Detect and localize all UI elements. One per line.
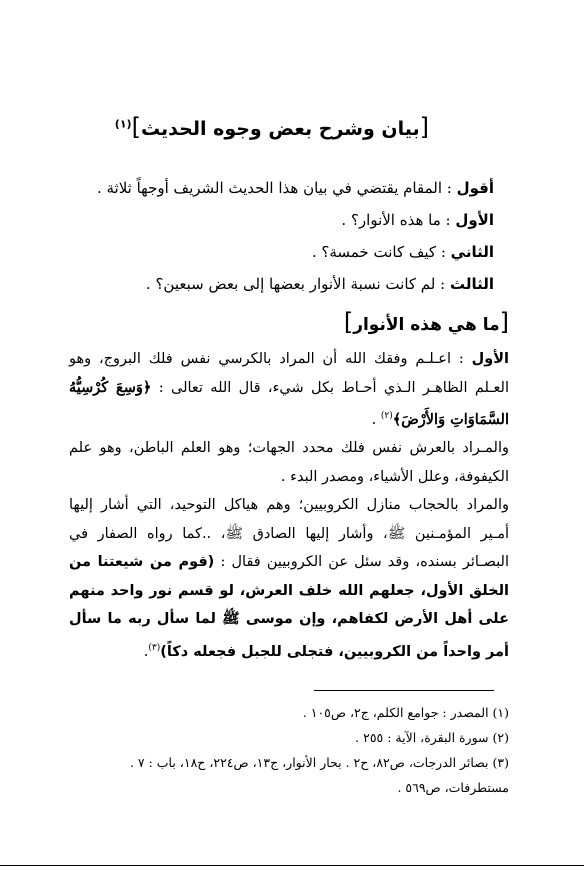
intro-text: : المقام يقتضي في بيان هذا الحديث الشريف أوجهاً ثلاثة . bbox=[96, 179, 457, 197]
paragraph-end: . bbox=[143, 643, 149, 660]
intro-list bbox=[74, 172, 494, 300]
paragraph-text: والمراد بالحجاب منازل الكروبيين؛ وهم هياكل التوحيد، التي أشار إليها أمـير المؤمـنين ﷺ، وأشار إليها الصادق ﷺ، ..كما رواه الصفار في البصـائر بسنده، وقد سئل عن الكروبيين فقال : bbox=[69, 497, 509, 571]
subheading-text: ما هي هذه الأنوار bbox=[353, 315, 500, 335]
footnote-ref: (٣) bbox=[148, 642, 161, 653]
paragraph-lead: الأول bbox=[471, 351, 509, 367]
intro-text: : ما هذه الأنوار؟ . bbox=[341, 211, 456, 229]
footnote-item: (٢) سورة البقرة، الآية : ٢٥٥ . bbox=[355, 730, 509, 745]
subheading-open-bracket: [ bbox=[499, 308, 509, 336]
heading-text: بيان وشرح بعض وجوه الحديث bbox=[140, 118, 420, 140]
intro-lead: أقول bbox=[456, 179, 494, 197]
quran-verse: ﴿وَسِعَ كُرْسِيُّهُ السَّمَاوَاتِ وَالأَرْضَ﴾ bbox=[69, 378, 509, 428]
intro-line bbox=[74, 204, 494, 236]
section-heading bbox=[115, 113, 429, 141]
paragraph-text: : اعـلـم وفقك الله أن المراد بالكرسي نفس فلك البروج، وهو العـلم الظاهـر الـذي أحـاط بكل شيء، قال الله تعالى : bbox=[69, 351, 509, 396]
heading-close-bracket: ] bbox=[131, 113, 141, 141]
footnote-ref: (٢) bbox=[380, 411, 393, 421]
intro-text: : لم كانت نسبة الأنوار بعضها إلى بعض سبعين؟ . bbox=[145, 275, 450, 293]
paragraph: والمـراد بالعرش نفس فلك محدد الجهات؛ وهو العلم الباطن، وهو علم الكيفوفة، وعلل الأشياء، ومصدر البدء . bbox=[69, 440, 509, 485]
heading-open-bracket: [ bbox=[419, 113, 429, 141]
intro-line bbox=[74, 268, 494, 300]
intro-lead: الأول bbox=[455, 211, 494, 229]
page-bottom-rule bbox=[0, 865, 584, 866]
body-text bbox=[69, 345, 509, 666]
paragraph-end: . bbox=[371, 411, 381, 428]
heading-footnote-mark: (١) bbox=[114, 117, 132, 131]
hadith-quote: (قوم من شيعتنا من الخلق الأول، جعلهم الله خلف العرش، لو قسم نور واحد منهم على أهل الأرض لكفاهم، وإن موسى ﷺ لما سأل ربه ما سأل أمر واحداً من الكروبيين، فتجلى للجبل فجعله دكاً) bbox=[69, 554, 509, 660]
intro-lead: الثاني bbox=[450, 243, 494, 261]
intro-text: : كيف كانت خمسة؟ . bbox=[311, 243, 451, 261]
subheading-close-bracket: ] bbox=[343, 308, 354, 336]
subsection-heading bbox=[344, 308, 509, 336]
footnote-divider bbox=[314, 690, 494, 691]
intro-line bbox=[74, 236, 494, 268]
footnote-item: (١) المصدر : جوامع الكلم، ج٢، ص١٠٥ . bbox=[302, 705, 509, 720]
footnote-item: (٣) بصائر الدرجات، ص٨٢، ح٢ . بحار الأنوار، ج١٣، ص٢٢٤، ح١٨، باب : ٧ . مستطرفات، ص٥٦٩ . bbox=[129, 755, 509, 795]
intro-lead: الثالث bbox=[449, 275, 494, 293]
footnotes bbox=[69, 700, 509, 800]
paragraph bbox=[69, 491, 509, 666]
paragraph bbox=[69, 345, 509, 434]
intro-line bbox=[74, 172, 494, 204]
